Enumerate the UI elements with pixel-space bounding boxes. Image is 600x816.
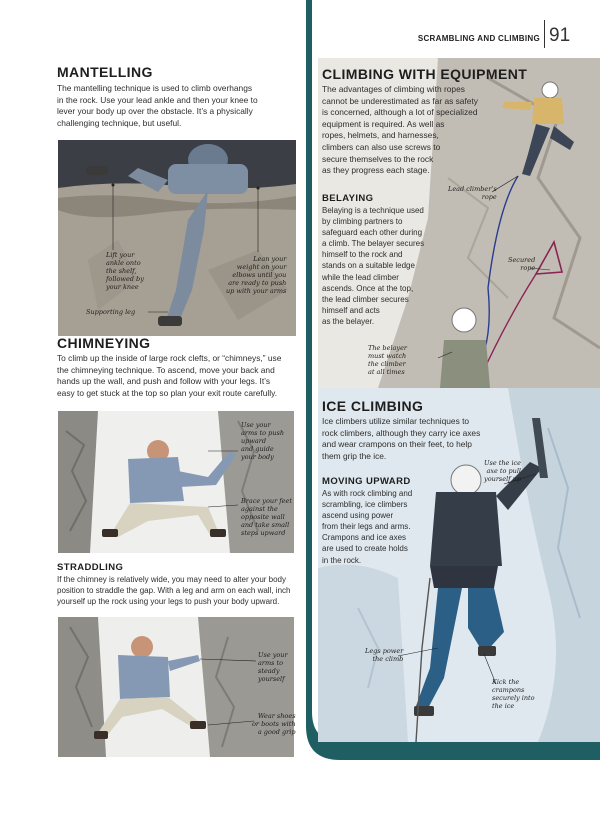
ice-climbing-text: Ice climbers utilize similar techniques to rock climbers, although they carry ice axes and wear crampons on their feet, to help them grip the ice. <box>322 416 481 461</box>
running-header: SCRAMBLING AND CLIMBING <box>417 34 540 43</box>
caption-wear-shoes: Wear shoes or boots with a good grip <box>252 712 296 736</box>
equipment-heading: CLIMBING WITH EQUIPMENT <box>322 66 528 82</box>
straddling-leaders <box>58 617 294 757</box>
belaying-heading: BELAYING <box>322 193 374 204</box>
caption-ice-axe: Use the ice axe to pull yourself up <box>484 459 522 483</box>
caption-lead-rope: Lead climber’s rope <box>448 185 497 201</box>
ice-climbing-heading: ICE CLIMBING <box>322 398 424 414</box>
chimneying-text: To climb up the inside of large rock clefts, or “chimneys,” use the chimneying technique. To ascend, move your back and hands up the wall, and push and follow with your legs. It’s easy to get stuck at the top so plan your exit route carefully. <box>57 353 282 398</box>
mantelling-text: The mantelling technique is used to climb overhangs in the rock. Use your lead ankle and then your knee to lever your body up over the obstacle. It’s a physically challenging technique, but useful. <box>57 83 258 128</box>
caption-lift-ankle: Lift your ankle onto the shelf, followed by your knee <box>106 251 144 291</box>
straddling-text: If the chimney is relatively wide, you may need to alter your body position to straddle the gap. With a leg and arm on each wall, inch yourself up the rock using your legs to push your body upward. <box>57 575 291 607</box>
straddling-heading: STRADDLING <box>57 562 124 573</box>
caption-push-upward: Use your arms to push upward and guide your body <box>241 421 285 461</box>
caption-legs-power: Legs power the climb <box>365 647 404 663</box>
belaying-text: Belaying is a technique used by climbing partners to safeguard each other during a climb. The belayer secures himself to the rock and stands on a suitable ledge while the lead climber ascends. Once at the top, the lead climber secures himself and acts as the belayer. <box>322 206 425 326</box>
caption-belayer-watch: The belayer must watch the climber at all times <box>368 344 408 376</box>
caption-brace-feet: Brace your feet against the opposite wall and take small steps upward <box>241 497 292 537</box>
page-number: 91 <box>549 25 571 46</box>
mantelling-leaders <box>58 140 296 336</box>
moving-upward-heading: MOVING UPWARD <box>322 476 411 487</box>
caption-steady-yourself: Use your arms to steady yourself <box>258 651 288 683</box>
equipment-text: The advantages of climbing with ropes cannot be underestimated as far as safety is concerned, although a lot of specialized equipment is required. As well as ropes, helmets, and harnesses, climbers can also use screws to secure themselves to the rock as they progress each stage. <box>322 84 478 176</box>
caption-secured-rope: Secured rope <box>508 256 536 272</box>
chimneying-heading: CHIMNEYING <box>57 335 151 351</box>
mantelling-heading: MANTELLING <box>57 64 153 80</box>
moving-upward-text: As with rock climbing and scrambling, ice climbers ascend using power from their legs and arms. Crampons and ice axes are used to create holds in the rock. <box>322 489 413 565</box>
caption-lean-weight: Lean your weight on your elbows until you are ready to push up with your arms <box>226 255 287 295</box>
caption-supporting-leg: Supporting leg <box>86 308 136 316</box>
caption-kick-crampons: Kick the crampons securely into the ice <box>492 678 535 710</box>
